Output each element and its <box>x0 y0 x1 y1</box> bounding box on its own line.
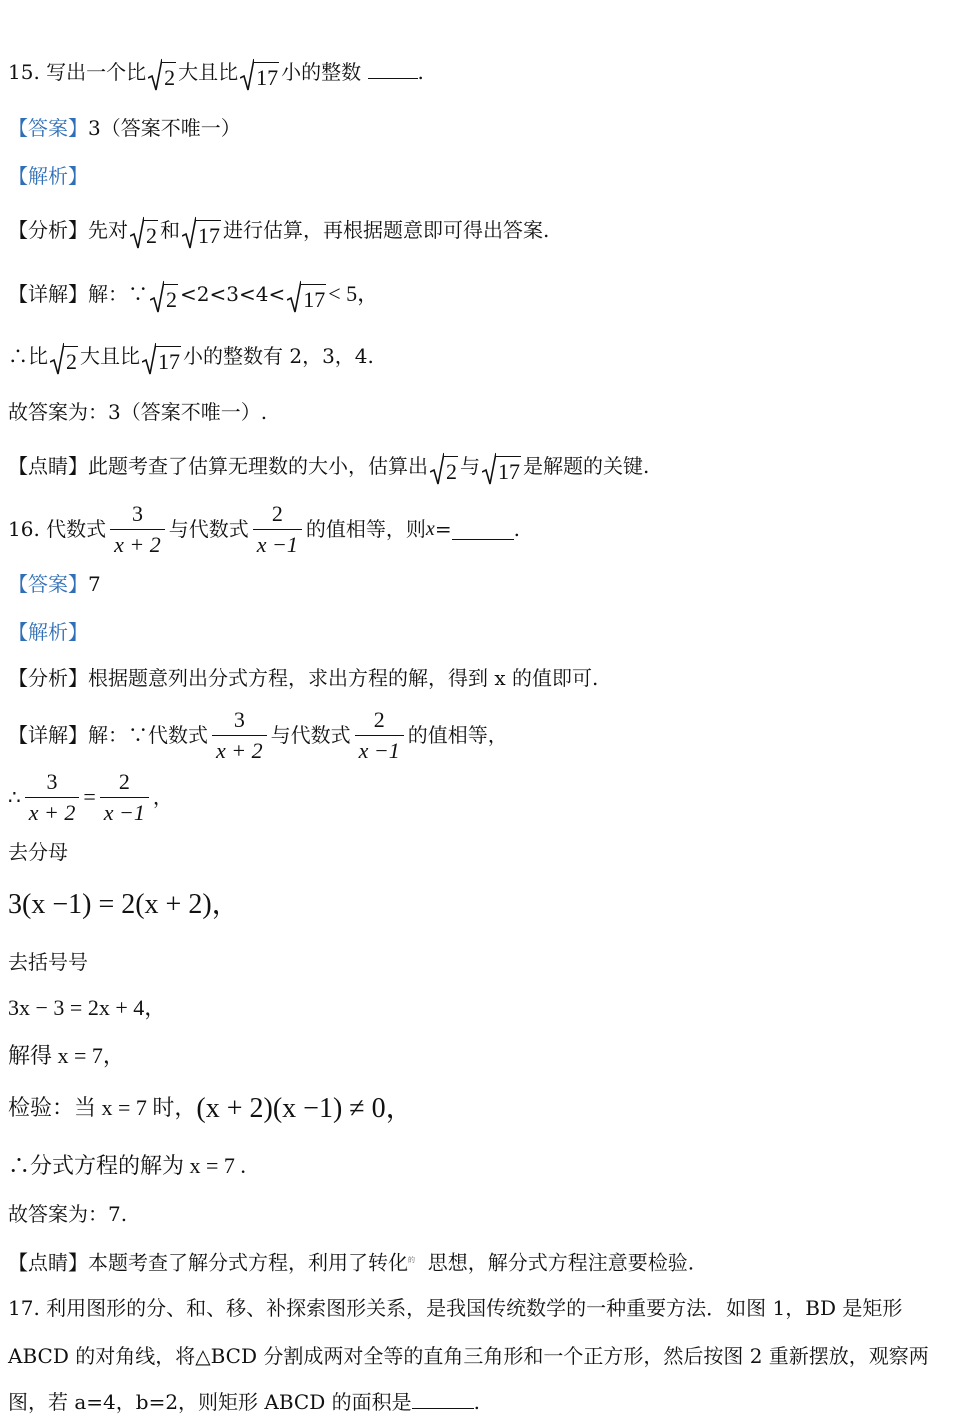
q17-line1: 17. 利用图形的分、和、移、补探索图形关系，是我国传统数学的一种重要方法．如图 1，BD 是矩形 <box>8 1296 903 1320</box>
q16-dianjing: 【点睛】本题考查了解分式方程，利用了转化$^的$ 思想，解分式方程注意要检验. <box>8 1250 695 1275</box>
q15-final: 故答案为：3（答案不唯一）. <box>8 400 268 424</box>
q16-conclusion: ∴分式方程的解为 x = 7 . <box>8 1153 246 1178</box>
sqrt-17: 17 <box>142 346 181 376</box>
q16-xiangjie: 【详解】 解：∵代数式 $\frac{3}{x + 2}$ 与代数式 $\frac{2}{x -1}$ 的值相等， <box>8 704 508 766</box>
answer-tag: 【答案】 <box>8 116 88 140</box>
sqrt-17: 17 <box>182 220 221 250</box>
q15-xiangjie: 【详解】解：∵ 2 <2<3<4< 17 < 5， <box>8 281 380 312</box>
q17-line2: ABCD 的对角线，将△BCD 分割成两对全等的直角三角形和一个正方形，然后按图 2 重新摆放，观察两 <box>8 1344 929 1368</box>
q16-step1-label: 去分母 <box>8 840 68 864</box>
q15-stem: 15. 写出一个比 2 大且比 17 小的整数 . <box>8 60 424 90</box>
q17-line3: 图，若 a=4，b=2，则矩形 ABCD 的面积是 . <box>8 1390 480 1414</box>
fraction-3-over-x-plus-2: $\frac{3}{x + 2}$ <box>25 767 80 828</box>
sqrt-2: 2 <box>148 62 176 92</box>
q16-step2-label: 去括号号 <box>8 950 88 974</box>
answer-blank <box>412 1388 474 1409</box>
q16-step2-eq: 3x − 3 = 2x + 4， <box>8 995 167 1020</box>
fraction-2-over-x-minus-1: $\frac{2}{x -1}$ <box>100 767 149 828</box>
sqrt-2: 2 <box>430 456 458 486</box>
answer-tag: 【答案】 <box>8 572 88 596</box>
answer-blank <box>452 519 514 540</box>
q15-number: 15. <box>8 60 40 84</box>
q16-answer: 【答案】7 <box>8 572 101 596</box>
q15-dianjing: 【点睛】此题考查了估算无理数的大小，估算出 2 与 17 是解题的关键. <box>8 454 650 484</box>
q16-solve: 解得 x = 7， <box>8 1043 125 1068</box>
q15-fenxi: 【分析】先对 2 和 17 进行估算，再根据题意即可得出答案. <box>8 218 550 248</box>
sqrt-2: 2 <box>130 220 158 250</box>
q16-final: 故答案为：7. <box>8 1202 128 1226</box>
q15-jiexi: 【解析】 <box>8 164 88 188</box>
fraction-2-over-x-minus-1: $\frac{2}{x -1}$ <box>253 499 302 560</box>
q15-answer: 【答案】3（答案不唯一） <box>8 116 241 140</box>
q15-therefore: ∴比 2 大且比 17 小的整数有 2，3，4. <box>8 344 374 374</box>
q16-fenxi: 【分析】根据题意列出分式方程，求出方程的解，得到 x 的值即可. <box>8 666 599 690</box>
q16-stem: 16. 代数式 $\frac{3}{x + 2}$ 与代数式 $\frac{2}{x -1}$ 的值相等，则 x = . <box>8 498 520 560</box>
q16-equation: ∴ $\frac{3}{x + 2}$ = $\frac{2}{x -1}$ ， <box>8 766 173 828</box>
sqrt-17: 17 <box>482 456 521 486</box>
q16-check: 检验：当 x = 7 时，(x + 2)(x −1) ≠ 0， <box>8 1093 414 1124</box>
sqrt-17: 17 <box>240 62 279 92</box>
answer-blank <box>368 58 418 79</box>
sqrt-2: 2 <box>150 284 178 314</box>
q16-jiexi: 【解析】 <box>8 620 88 644</box>
fraction-3-over-x-plus-2: $\frac{3}{x + 2}$ <box>110 499 165 560</box>
fraction-2-over-x-minus-1: $\frac{2}{x -1}$ <box>355 705 404 766</box>
sqrt-17: 17 <box>287 284 326 314</box>
sqrt-2: 2 <box>50 346 78 376</box>
q16-number: 16. <box>8 517 40 541</box>
q16-step1-eq: 3(x −1) = 2(x + 2)， <box>8 889 240 920</box>
fraction-3-over-x-plus-2: $\frac{3}{x + 2}$ <box>212 705 267 766</box>
